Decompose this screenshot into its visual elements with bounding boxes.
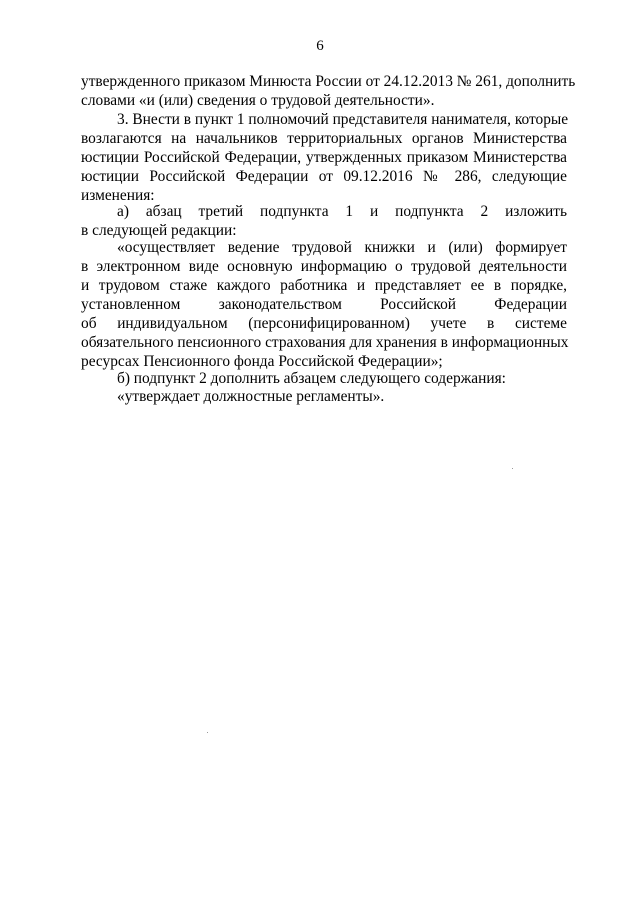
paragraph-1-line-1: утвержденного приказом Минюста России от 24.12.2013 № 261, дополнить <box>81 73 576 90</box>
paragraph-3-line-1: а) абзац третий подпункта 1 и подпункта 2 изложить <box>117 203 567 220</box>
paragraph-4-line-6: обязательного пенсионного страхования для хранения в информационных <box>81 334 569 351</box>
paragraph-2-line-3: юстиции Российской Федерации, утвержденных приказом Министерства <box>81 149 567 166</box>
paragraph-2-line-5: изменения: <box>81 187 155 204</box>
paragraph-4-line-5: об индивидуальном (персонифицированном) учете в системе <box>81 315 567 332</box>
paragraph-4-line-4: установленном законодательством Российской Федерации <box>81 296 567 313</box>
scan-speck <box>512 468 513 469</box>
paragraph-4-line-7: ресурсах Пенсионного фонда Российской Федерации»; <box>81 353 443 370</box>
paragraph-4-line-3: и трудовом стаже каждого работника и представляет ее в порядке, <box>81 277 567 294</box>
page-number: 6 <box>316 38 324 54</box>
scan-speck <box>207 732 208 733</box>
paragraph-4-line-2: в электронном виде основную информацию о трудовой деятельности <box>81 258 567 275</box>
paragraph-2-line-2: возлагаются на начальников территориальных органов Министерства <box>81 130 567 147</box>
paragraph-5-line-1: б) подпункт 2 дополнить абзацем следующего содержания: <box>117 370 506 387</box>
paragraph-6-line-1: «утверждает должностные регламенты». <box>117 388 385 405</box>
paragraph-2-line-1: 3. Внести в пункт 1 полномочий представителя нанимателя, которые <box>117 111 569 128</box>
paragraph-4-line-1: «осуществляет ведение трудовой книжки и (или) формирует <box>117 239 567 256</box>
paragraph-1-line-2: словами «и (или) сведения о трудовой деятельности». <box>81 92 435 109</box>
paragraph-3-line-2: в следующей редакции: <box>81 222 237 239</box>
paragraph-2-line-4: юстиции Российской Федерации от 09.12.2016 № 286, следующие <box>81 168 567 185</box>
